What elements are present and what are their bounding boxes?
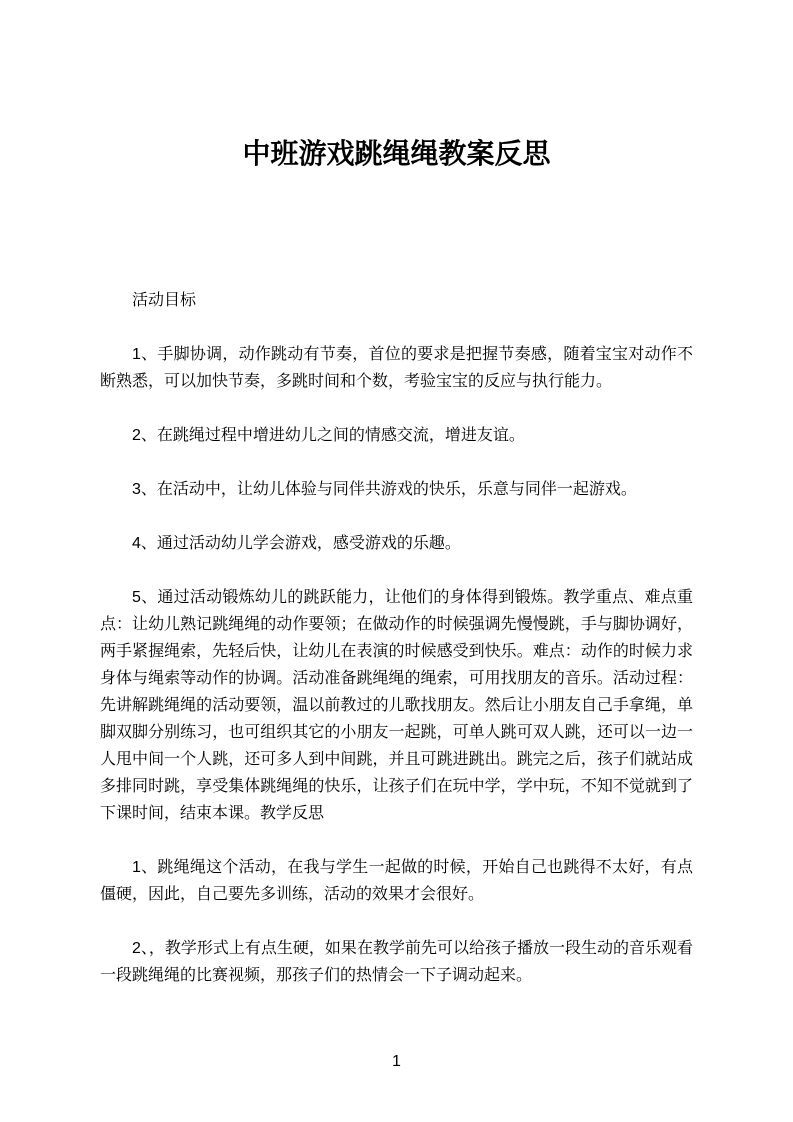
paragraph-activity-goals-heading: 活动目标 — [132, 292, 197, 309]
paragraph-goal-1: 1、手脚协调，动作跳动有节奏，首位的要求是把握节奏感，随着宝宝对动作不断熟悉，可以加快节奏，多跳时间和个数，考验宝宝的反应与执行能力。 — [100, 346, 693, 390]
paragraph-reflection-2: 2、，教学形式上有点生硬，如果在教学前先可以给孩子播放一段生动的音乐观看一段跳绳绳的比赛视频，那孩子们的热情会一下子调动起来。 — [100, 940, 693, 984]
paragraph-goal-2: 2、在跳绳过程中增进幼儿之间的情感交流，增进友谊。 — [132, 427, 525, 444]
paragraph-goal-5-and-process: 5、通过活动锻炼幼儿的跳跃能力，让他们的身体得到锻炼。教学重点、难点重点：让幼儿熟记跳绳绳的动作要领；在做动作的时候强调先慢慢跳，手与脚协调好，两手紧握绳索，先轻后快，让幼儿在表演的时候感受到快乐。难点：动作的时候力求身体与绳索等动作的协调。活动准备跳绳绳的绳索，可用找朋友的音乐。活动过程：先讲解跳绳绳的活动要领，温以前教过的儿歌找朋友。然后让小朋友自己手拿绳，单脚双脚分别练习，也可组织其它的小朋友一起跳，可单人跳可双人跳，还可以一边一人甩中间一个人跳，还可多人到中间跳，并且可跳进跳出。跳完之后，孩子们就站成多排同时跳，享受集体跳绳绳的快乐，让孩子们在玩中学，学中玩，不知不觉就到了下课时间，结束本课。教学反思 — [100, 589, 693, 822]
paragraph-goal-4: 4、通过活动幼儿学会游戏，感受游戏的乐趣。 — [132, 535, 461, 552]
document-title: 中班游戏跳绳绳教案反思 — [242, 138, 551, 169]
paragraph-reflection-1: 1、跳绳绳这个活动，在我与学生一起做的时候，开始自己也跳得不太好，有点僵硬，因此，自己要先多训练，活动的效果才会很好。 — [100, 859, 693, 903]
document-body — [0, 287, 793, 989]
page-number: 1 — [392, 1053, 401, 1070]
paragraph-goal-3: 3、在活动中，让幼儿体验与同伴共游戏的快乐，乐意与同伴一起游戏。 — [132, 481, 637, 498]
